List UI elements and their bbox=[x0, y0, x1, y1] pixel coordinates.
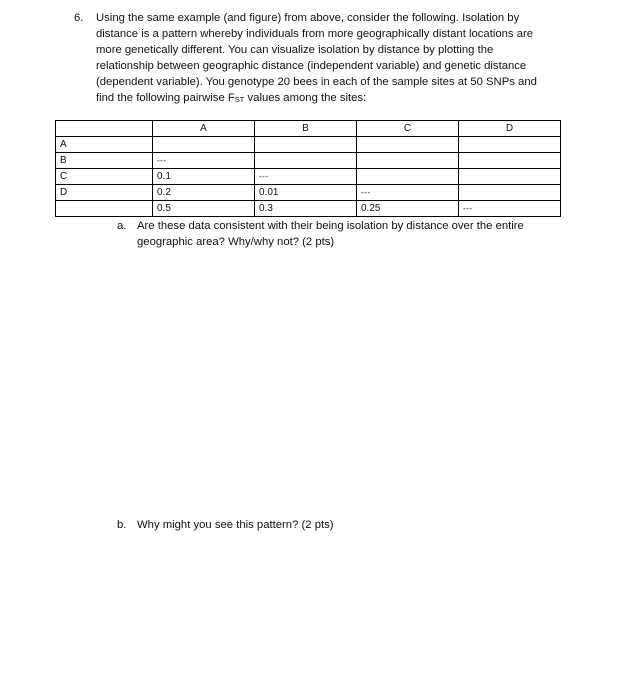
part-b-label: b. bbox=[117, 519, 127, 531]
table-cell bbox=[459, 185, 561, 201]
table-cell: 0.5 bbox=[153, 201, 255, 217]
table-cell: --- bbox=[357, 185, 459, 201]
fst-table bbox=[55, 120, 561, 217]
row-header bbox=[56, 201, 153, 217]
table-cell bbox=[357, 137, 459, 153]
table-cell: 0.25 bbox=[357, 201, 459, 217]
question-line-last bbox=[96, 90, 564, 108]
column-header: C bbox=[357, 121, 459, 137]
question-6 bbox=[74, 10, 564, 108]
part-a-line: geographic area? Why/why not? (2 pts) bbox=[137, 236, 335, 248]
column-header: D bbox=[459, 121, 561, 137]
question-line: Using the same example (and figure) from above, consider the following. Isolation by bbox=[96, 12, 520, 24]
row-header: B bbox=[56, 153, 153, 169]
question-6a bbox=[117, 218, 567, 250]
question-line: relationship between geographic distance (independent variable) and genetic distance bbox=[96, 60, 527, 72]
table-cell: 0.01 bbox=[255, 185, 357, 201]
table-cell bbox=[459, 153, 561, 169]
table-row bbox=[56, 153, 561, 169]
table-cell: --- bbox=[459, 201, 561, 217]
table-corner-cell bbox=[56, 121, 153, 137]
table-cell bbox=[153, 137, 255, 153]
question-number: 6. bbox=[74, 12, 84, 24]
question-6-text bbox=[96, 10, 564, 108]
table-cell: 0.1 bbox=[153, 169, 255, 185]
row-header: D bbox=[56, 185, 153, 201]
table-cell: 0.3 bbox=[255, 201, 357, 217]
table-cell bbox=[459, 137, 561, 153]
table-cell: 0.2 bbox=[153, 185, 255, 201]
table-row bbox=[56, 137, 561, 153]
question-6b bbox=[117, 517, 567, 533]
table-cell bbox=[357, 153, 459, 169]
question-line: more genetically different. You can visualize isolation by distance by plotting the bbox=[96, 44, 494, 56]
question-text-part: find the following pairwise F bbox=[96, 92, 235, 104]
table-header-row bbox=[56, 121, 561, 137]
part-a-text bbox=[137, 218, 567, 250]
table-cell bbox=[255, 153, 357, 169]
table-row bbox=[56, 185, 561, 201]
column-header: A bbox=[153, 121, 255, 137]
table-cell bbox=[255, 137, 357, 153]
table-cell bbox=[357, 169, 459, 185]
fst-subscript: ST bbox=[234, 95, 245, 104]
row-header: A bbox=[56, 137, 153, 153]
table-cell: --- bbox=[153, 153, 255, 169]
question-line: (dependent variable). You genotype 20 bees in each of the sample sites at 50 SNPs and bbox=[96, 76, 537, 88]
question-text-part: values among the sites: bbox=[244, 92, 367, 104]
part-b-text: Why might you see this pattern? (2 pts) bbox=[137, 519, 334, 531]
table-cell bbox=[459, 169, 561, 185]
row-header: C bbox=[56, 169, 153, 185]
question-line: distance is a pattern whereby individuals from more geographically distant locations are bbox=[96, 28, 534, 40]
table-cell: --- bbox=[255, 169, 357, 185]
part-a-line: Are these data consistent with their being isolation by distance over the entire bbox=[137, 220, 524, 232]
column-header: B bbox=[255, 121, 357, 137]
table-row bbox=[56, 169, 561, 185]
part-a-label: a. bbox=[117, 220, 127, 232]
table-row bbox=[56, 201, 561, 217]
